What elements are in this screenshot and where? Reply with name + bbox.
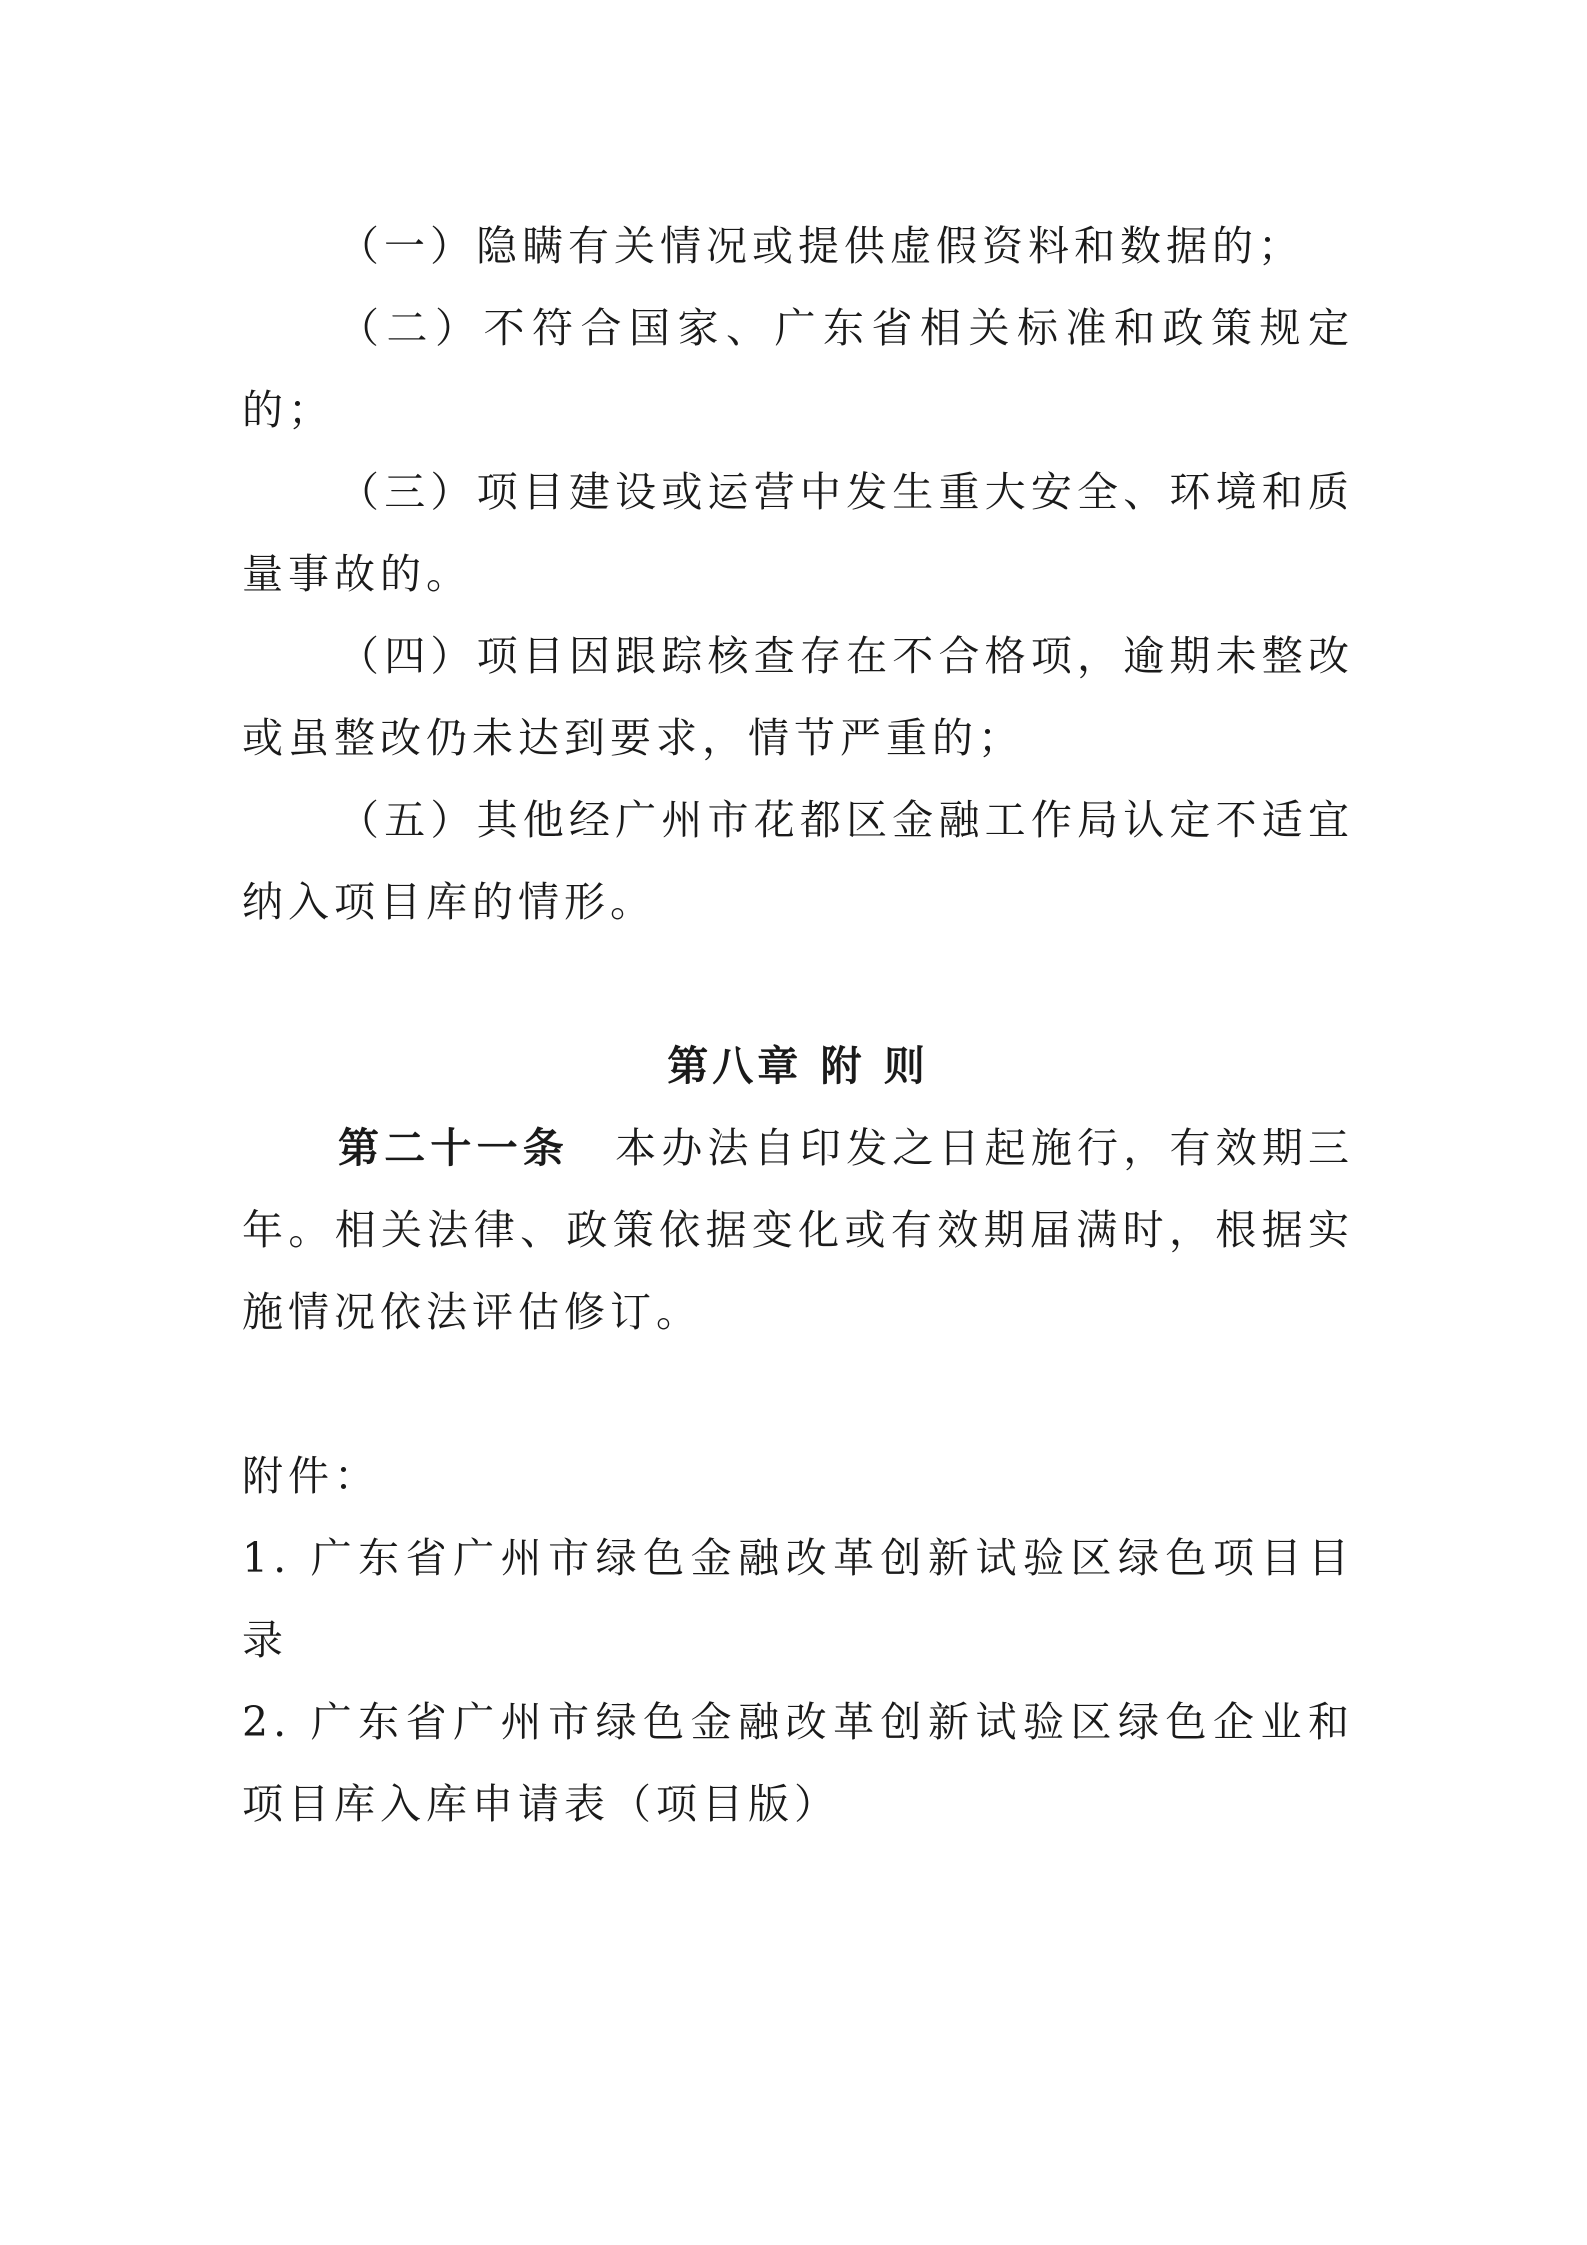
attachment-item-2: 2. 广东省广州市绿色金融改革创新试验区绿色企业和项目库入库申请表（项目版）: [242, 1698, 1354, 1828]
article-spacer: [569, 1124, 615, 1172]
chapter-title: 第八章 附 则: [667, 1042, 929, 1090]
attachments-label: 附件：: [242, 1452, 380, 1500]
clause-4: （四）项目因跟踪核查存在不合格项，逾期未整改或虽整改仍未达到要求，情节严重的；: [242, 632, 1354, 762]
clause-3: （三）项目建设或运营中发生重大安全、环境和质量事故的。: [242, 468, 1354, 598]
clause-2: （二）不符合国家、广东省相关标准和政策规定的；: [242, 304, 1354, 434]
clause-1: （一）隐瞒有关情况或提供虚假资料和数据的；: [338, 222, 1304, 270]
article-number: 第二十一条: [338, 1124, 569, 1172]
article-paragraph: [242, 1107, 1354, 1353]
attachment-item-1: 1. 广东省广州市绿色金融改革创新试验区绿色项目目录: [242, 1534, 1354, 1664]
article-text: 本办法自印发之日起施行，有效期三年。相关法律、政策依据变化或有效期届满时，根据实施情况依法评估修订。: [242, 1124, 1355, 1336]
document-body: [242, 205, 1354, 1845]
clause-5: （五）其他经广州市花都区金融工作局认定不适宜纳入项目库的情形。: [242, 796, 1354, 926]
